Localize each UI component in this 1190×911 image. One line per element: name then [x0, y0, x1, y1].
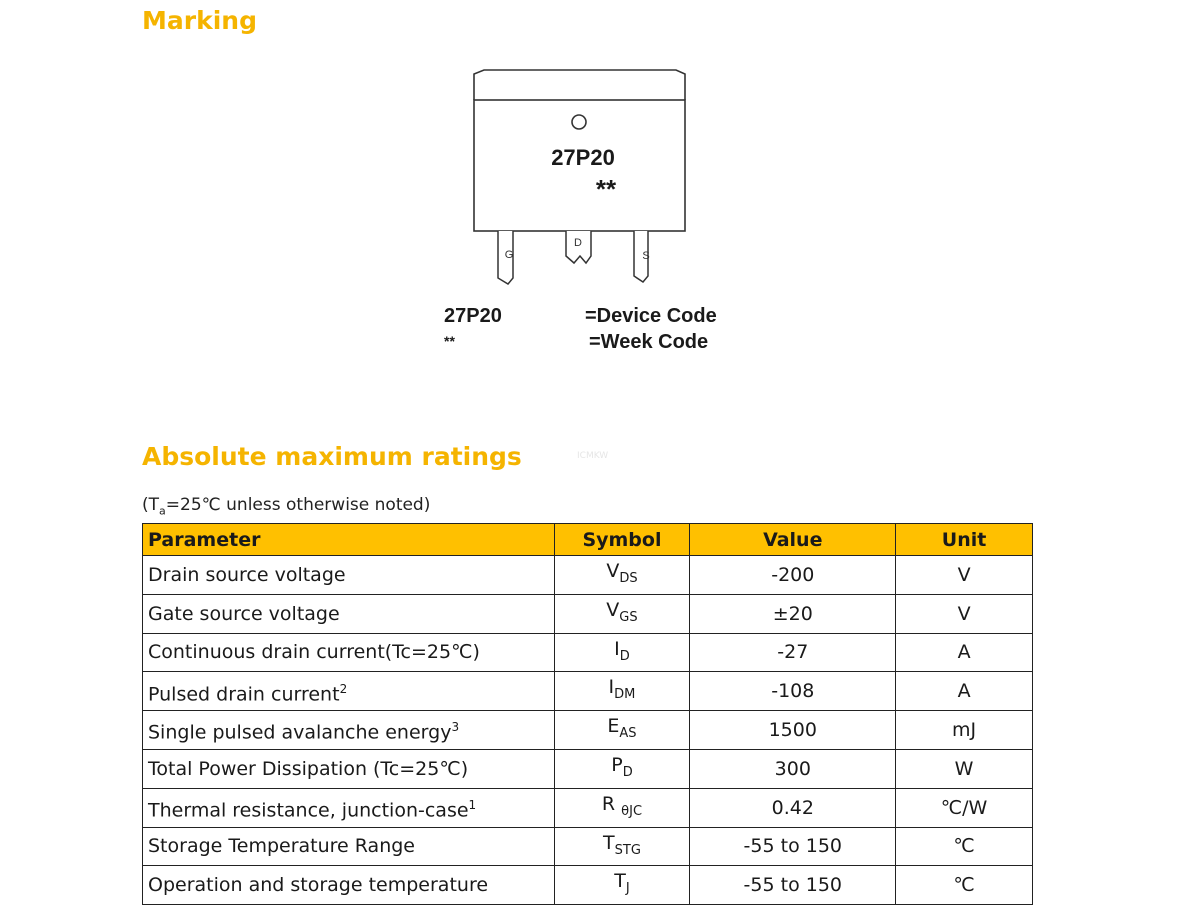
pin-drain-label: D: [574, 237, 582, 249]
table-row: [143, 749, 1033, 788]
header-symbol: Symbol: [554, 524, 690, 556]
cell-symbol: $I_{DM}$: [554, 672, 690, 711]
pin-source-label: S: [642, 250, 650, 262]
cell-symbol: $V_{DS}$: [554, 556, 690, 595]
table-row: [143, 594, 1033, 633]
cell-parameter: Operation and storage temperature: [143, 866, 555, 905]
cell-value: 300: [690, 749, 896, 788]
cell-symbol: R $_{\theta JC}$: [554, 788, 690, 827]
cell-parameter: Storage Temperature Range: [143, 827, 555, 866]
package-device-code: 27P20: [551, 145, 615, 170]
cell-symbol: $T_J$: [554, 866, 690, 905]
cell-symbol: $P_D$: [554, 749, 690, 788]
ratings-table: [142, 523, 1033, 905]
legend-week-code-meaning: =Week Code: [589, 331, 709, 353]
cell-parameter: Pulsed drain current$^2$: [143, 672, 555, 711]
cell-unit: mJ: [896, 711, 1033, 750]
header-unit: Unit: [896, 524, 1033, 556]
table-header-row: [143, 524, 1033, 556]
pin1-dot-icon: [572, 115, 586, 129]
cell-value: -55 to 150: [690, 827, 896, 866]
cell-symbol: $E_{AS}$: [554, 711, 690, 750]
cell-unit: V: [896, 556, 1033, 595]
cell-symbol: $I_D$: [554, 633, 690, 672]
cell-unit: W: [896, 749, 1033, 788]
cell-unit: A: [896, 672, 1033, 711]
package-marking-diagram: [440, 60, 760, 300]
ratings-title: Absolute maximum ratings: [142, 442, 522, 471]
cell-unit: V: [896, 594, 1033, 633]
legend-device-code-meaning: =Device Code: [585, 305, 717, 327]
package-week-code: **: [595, 174, 617, 204]
marking-title: Marking: [142, 6, 257, 35]
cell-unit: ℃/W: [896, 788, 1033, 827]
cell-value: -55 to 150: [690, 866, 896, 905]
table-row: [143, 866, 1033, 905]
cell-parameter: Gate source voltage: [143, 594, 555, 633]
legend-week-code: **: [444, 333, 455, 349]
cell-value: -27: [690, 633, 896, 672]
header-value: Value: [690, 524, 896, 556]
cell-symbol: $V_{GS}$: [554, 594, 690, 633]
cell-parameter: Continuous drain current(Tc=25℃): [143, 633, 555, 672]
package-tab: [474, 70, 685, 100]
cell-parameter: Single pulsed avalanche energy$^3$: [143, 711, 555, 750]
watermark: ICMKW: [577, 451, 609, 461]
table-row: [143, 556, 1033, 595]
pin-gate-label: G: [504, 249, 514, 261]
table-row: [143, 711, 1033, 750]
cell-unit: A: [896, 633, 1033, 672]
cell-parameter: Total Power Dissipation (Tc=25℃): [143, 749, 555, 788]
cell-value: 0.42: [690, 788, 896, 827]
cell-parameter: Thermal resistance, junction-case$^1$: [143, 788, 555, 827]
header-parameter: Parameter: [143, 524, 555, 556]
table-row: [143, 633, 1033, 672]
cell-unit: ℃: [896, 827, 1033, 866]
cell-value: 1500: [690, 711, 896, 750]
table-row: [143, 672, 1033, 711]
legend-device-code: 27P20: [444, 305, 502, 327]
cell-unit: ℃: [896, 866, 1033, 905]
conditions-note: ($T_a=25℃$ unless otherwise noted): [142, 495, 431, 518]
cell-parameter: Drain source voltage: [143, 556, 555, 595]
cell-value: -200: [690, 556, 896, 595]
cell-symbol: $T_{STG}$: [554, 827, 690, 866]
cell-value: -108: [690, 672, 896, 711]
table-row: [143, 827, 1033, 866]
cell-value: ±20: [690, 594, 896, 633]
table-row: [143, 788, 1033, 827]
